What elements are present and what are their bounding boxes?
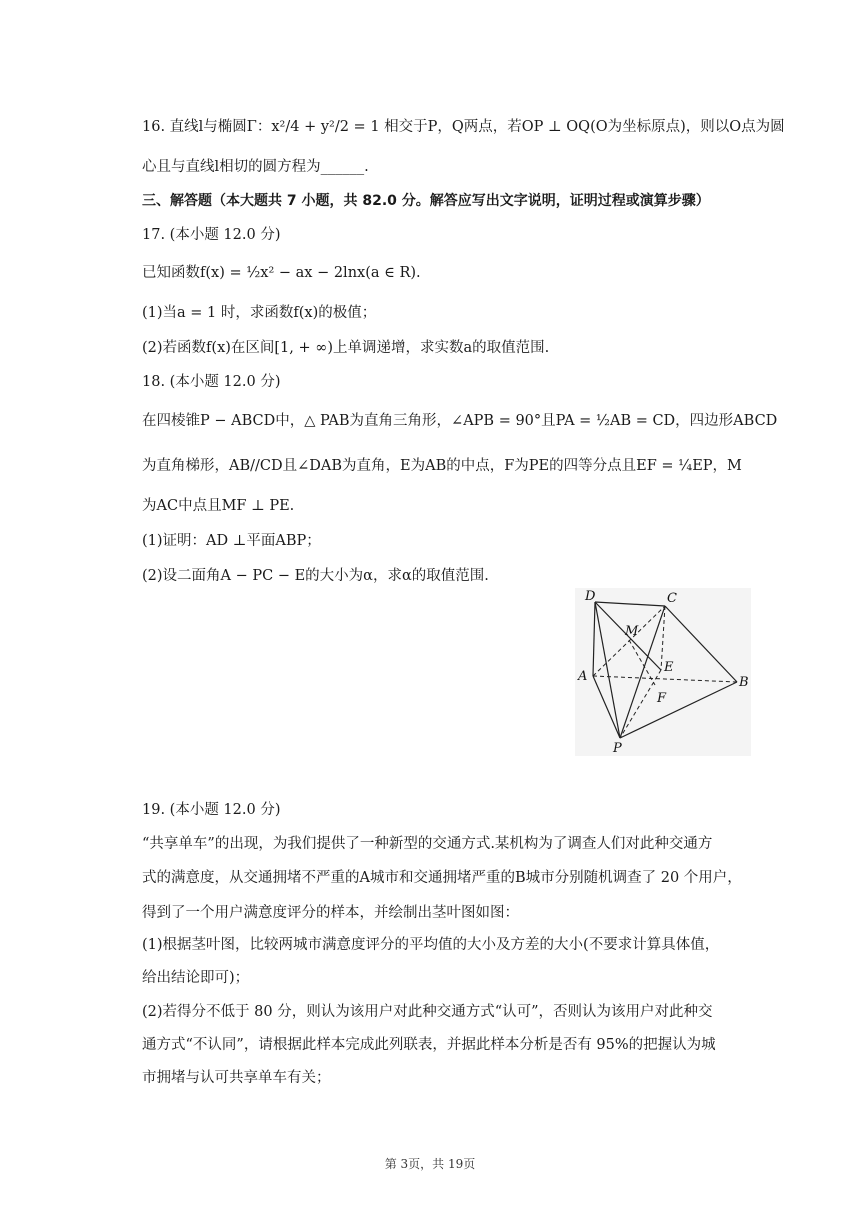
q18-part-1: (1)证明：AD ⊥平面ABP； — [142, 533, 321, 549]
label-D: D — [585, 589, 596, 604]
q19-part-1b: 给出结论即可)； — [142, 970, 250, 986]
section-heading: 三、解答题（本大题共 7 小题，共 82.0 分。解答应写出文字说明，证明过程或演算步骤） — [142, 193, 710, 209]
q16-line-2: 心且与直线l相切的圆方程为______. — [142, 159, 369, 175]
q19-line-2: 式的满意度，从交通拥堵不严重的A城市和交通拥堵严重的B城市分别随机调查了 20 个用户， — [142, 870, 742, 886]
q19-header: 19. (本小题 12.0 分) — [142, 802, 281, 818]
q17-header: 17. (本小题 12.0 分) — [142, 227, 281, 243]
q18-line-3: 为AC中点且MF ⊥ PE. — [142, 498, 295, 514]
label-B: B — [739, 675, 749, 690]
q19-part-2a: (2)若得分不低于 80 分，则认为该用户对此种交通方式“认可”，否则认为该用户对此种交 — [142, 1004, 713, 1020]
q19-line-3: 得到了一个用户满意度评分的样本，并绘制出茎叶图如图： — [142, 905, 519, 921]
label-F: F — [657, 691, 667, 706]
q19-part-1a: (1)根据茎叶图，比较两城市满意度评分的平均值的大小及方差的大小(不要求计算具体值， — [142, 937, 720, 953]
q17-part-1: (1)当a = 1 时，求函数f(x)的极值； — [142, 305, 377, 321]
pyramid-diagram — [575, 588, 751, 756]
label-P: P — [613, 741, 622, 756]
label-M: M — [625, 624, 639, 639]
q19-line-1: “共享单车”的出现，为我们提供了一种新型的交通方式.某机构为了调查人们对此种交通方 — [142, 836, 713, 852]
q17-part-2: (2)若函数f(x)在区间[1, + ∞)上单调递增，求实数a的取值范围. — [142, 340, 550, 356]
q18-line-2: 为直角梯形，AB//CD且∠DAB为直角，E为AB的中点，F为PE的四等分点且EF = ¼EP，M — [142, 458, 742, 474]
q16-line-1: 16. 直线l与椭圆Γ：x²/4 + y²/2 = 1 相交于P，Q两点，若OP ⊥ OQ(O为坐标原点)，则以O点为圆 — [142, 119, 785, 135]
q18-part-2: (2)设二面角A − PC − E的大小为α，求α的取值范围. — [142, 568, 489, 584]
q19-part-2b: 通方式“不认同”，请根据此样本完成此列联表，并据此样本分析是否有 95%的把握认为城 — [142, 1037, 716, 1053]
page-footer: 第 3页，共 19页 — [384, 1157, 476, 1171]
q19-part-2c: 市拥堵与认可共享单车有关； — [142, 1070, 331, 1086]
pyramid-figure — [575, 588, 751, 756]
q18-header: 18. (本小题 12.0 分) — [142, 374, 281, 390]
q18-line-1: 在四棱锥P − ABCD中，△ PAB为直角三角形，∠APB = 90°且PA = ½AB = CD，四边形ABCD — [142, 413, 778, 429]
label-A: A — [578, 669, 588, 684]
q17-stem: 已知函数f(x) = ½x² − ax − 2lnx(a ∈ R). — [142, 265, 421, 281]
label-C: C — [667, 591, 677, 606]
label-E: E — [664, 660, 674, 675]
